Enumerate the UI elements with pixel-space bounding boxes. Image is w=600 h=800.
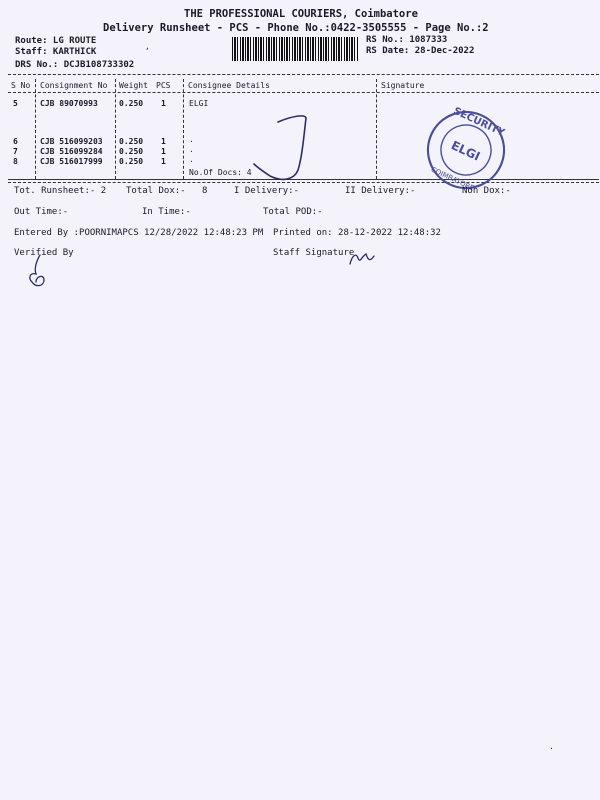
col-header-consignee: Consignee Details [188, 81, 270, 90]
col-header-pcs: PCS [156, 81, 171, 90]
svg-text:ELGI: ELGI [448, 138, 483, 164]
total-dox-value: 8 [202, 186, 208, 196]
company-title: THE PROFESSIONAL COURIERS, Coimbatore [184, 8, 418, 20]
no-of-docs: No.Of Docs: 4 [189, 168, 252, 177]
col-header-weight: Weight [119, 81, 148, 90]
table-row-consignment: CJB 516017999 [40, 157, 103, 166]
stray-mark: , [145, 42, 150, 51]
printed-on: Printed on: 28-12-2022 12:48:32 [273, 228, 441, 238]
rs-date: RS Date: 28-Dec-2022 [366, 46, 475, 56]
table-row-pcs: 1 [161, 147, 166, 156]
table-row-consignment: CJB 89070993 [40, 99, 98, 108]
table-row-consignment: CJB 516099203 [40, 137, 103, 146]
total-pod: Total POD:- [263, 207, 323, 217]
svg-text:COIMBATORE: COIMBATORE [429, 165, 476, 193]
col-header-consignment: Consignment No [40, 81, 108, 90]
table-row-consignee: ELGI [189, 99, 209, 108]
table-row-pcs: 1 [161, 99, 166, 108]
table-row-weight: 0.250 [119, 157, 144, 166]
table-row-sno: 7 [13, 147, 18, 156]
staff-signature: Staff Signature [273, 248, 355, 258]
table-row-consignee: . [189, 145, 194, 154]
table-row-consignment: CJB 516099284 [40, 147, 103, 156]
table-row-weight: 0.250 [119, 137, 144, 146]
table-row-pcs: 1 [161, 157, 166, 166]
col-header-signature: Signature [381, 81, 425, 90]
table-row-pcs: 1 [161, 137, 166, 146]
table-row-sno: 5 [13, 99, 18, 108]
table-row-sno: 8 [13, 157, 18, 166]
table-row-consignee: . [189, 155, 194, 164]
table-row-weight: 0.250 [119, 147, 144, 156]
table-row-sno: 6 [13, 137, 18, 146]
table-row-consignee: . [189, 135, 194, 144]
rs-number: RS No.: 1087333 [366, 35, 448, 45]
total-dox-label: Total Dox:- [126, 186, 186, 196]
i-delivery: I Delivery:- [234, 186, 300, 196]
stray-mark: . [549, 742, 554, 751]
staff-label: Staff: KARTHICK [15, 47, 97, 57]
svg-text:SECURITY: SECURITY [451, 105, 507, 139]
non-dox: Non Dox:- [462, 186, 511, 196]
in-time: In Time:- [142, 207, 191, 217]
drs-number: DRS No.: DCJB108733302 [15, 60, 135, 70]
runsheet-subtitle: Delivery Runsheet - PCS - Phone No.:0422-3505555 - Page No.:2 [103, 22, 489, 34]
ii-delivery: II Delivery:- [345, 186, 416, 196]
table-row-weight: 0.250 [119, 99, 144, 108]
tot-runsheet: Tot. Runsheet:- 2 [14, 186, 107, 196]
verified-by: Verified By [14, 248, 74, 258]
out-time: Out Time:- [14, 207, 69, 217]
entered-by: Entered By :POORNIMAPCS 12/28/2022 12:48:23 PM [14, 228, 264, 238]
col-header-sno: S No [11, 81, 31, 90]
route-label: Route: LG ROUTE [15, 36, 97, 46]
